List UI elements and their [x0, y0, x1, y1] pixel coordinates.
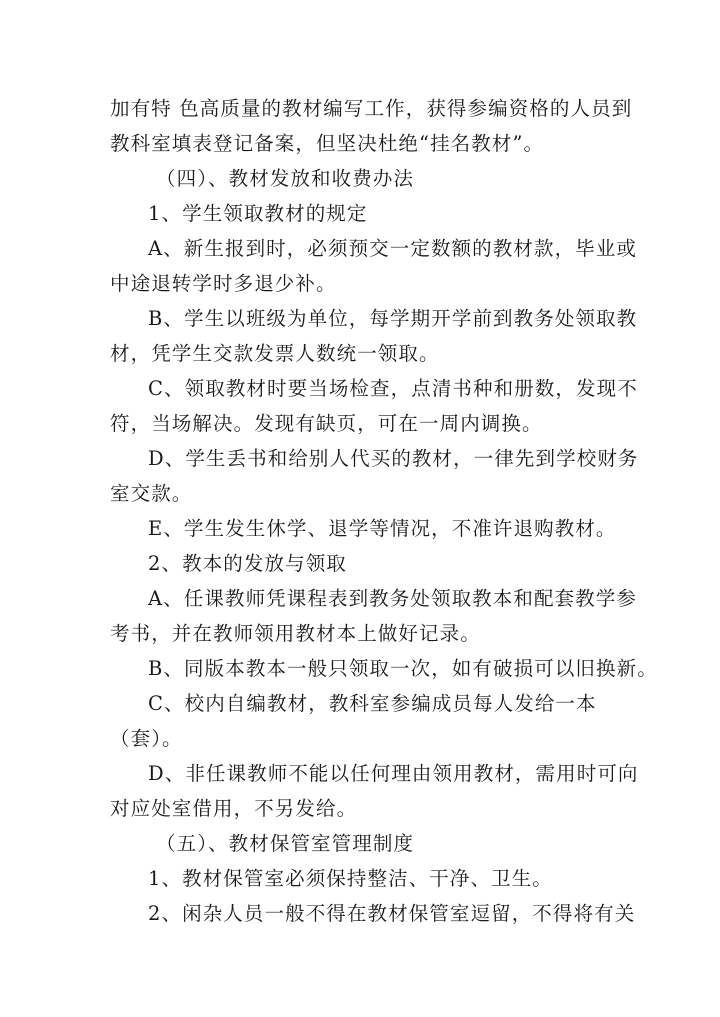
- text-line: （套）。: [110, 727, 183, 750]
- text-line: 对应处室借用，不另发给。: [110, 797, 358, 820]
- text-line: 加有特 色高质量的教材编写工作，获得参编资格的人员到: [110, 97, 633, 120]
- text-line: C、领取教材时要当场检查，点清书种和册数，发现不: [148, 377, 638, 400]
- text-line: A、任课教师凭课程表到教务处领取教本和配套教学参: [148, 587, 637, 610]
- section-heading: （五）、教材保管室管理制度: [156, 832, 415, 855]
- text-line: A、新生报到时，必须预交一定数额的教材款，毕业或: [148, 237, 637, 260]
- text-line: C、校内自编教材，教科室参编成员每人发给一本: [148, 692, 597, 715]
- text-line: 室交款。: [110, 482, 193, 505]
- text-line: B、学生以班级为单位，每学期开学前到教务处领取教: [148, 307, 638, 330]
- text-line: 符，当场解决。发现有缺页，可在一周内调换。: [110, 412, 543, 435]
- text-line: 考书，并在教师领用教材本上做好记录。: [110, 622, 481, 645]
- section-heading: （四）、教材发放和收费办法: [156, 167, 415, 190]
- text-line: 1、教材保管室必须保持整洁、干净、卫生。: [148, 867, 553, 890]
- text-line: D、非任课教师不能以任何理由领用教材，需用时可向: [148, 762, 639, 785]
- text-line: E、学生发生休学、退学等情况，不准许退购教材。: [148, 517, 617, 540]
- text-line: 教科室填表登记备案，但坚决杜绝“挂名教材”。: [110, 132, 545, 155]
- subsection-heading: 1、学生领取教材的规定: [148, 202, 368, 225]
- text-line: B、同版本教本一般只领取一次，如有破损可以旧换新。: [148, 657, 658, 680]
- text-line: 2、闲杂人员一般不得在教材保管室逗留，不得将有关: [148, 902, 636, 925]
- text-line: D、学生丢书和给别人代买的教材，一律先到学校财务: [148, 447, 639, 470]
- text-line: 中途退转学时多退少补。: [110, 272, 337, 295]
- text-line: 材，凭学生交款发票人数统一领取。: [110, 342, 440, 365]
- subsection-heading: 2、教本的发放与领取: [148, 552, 347, 575]
